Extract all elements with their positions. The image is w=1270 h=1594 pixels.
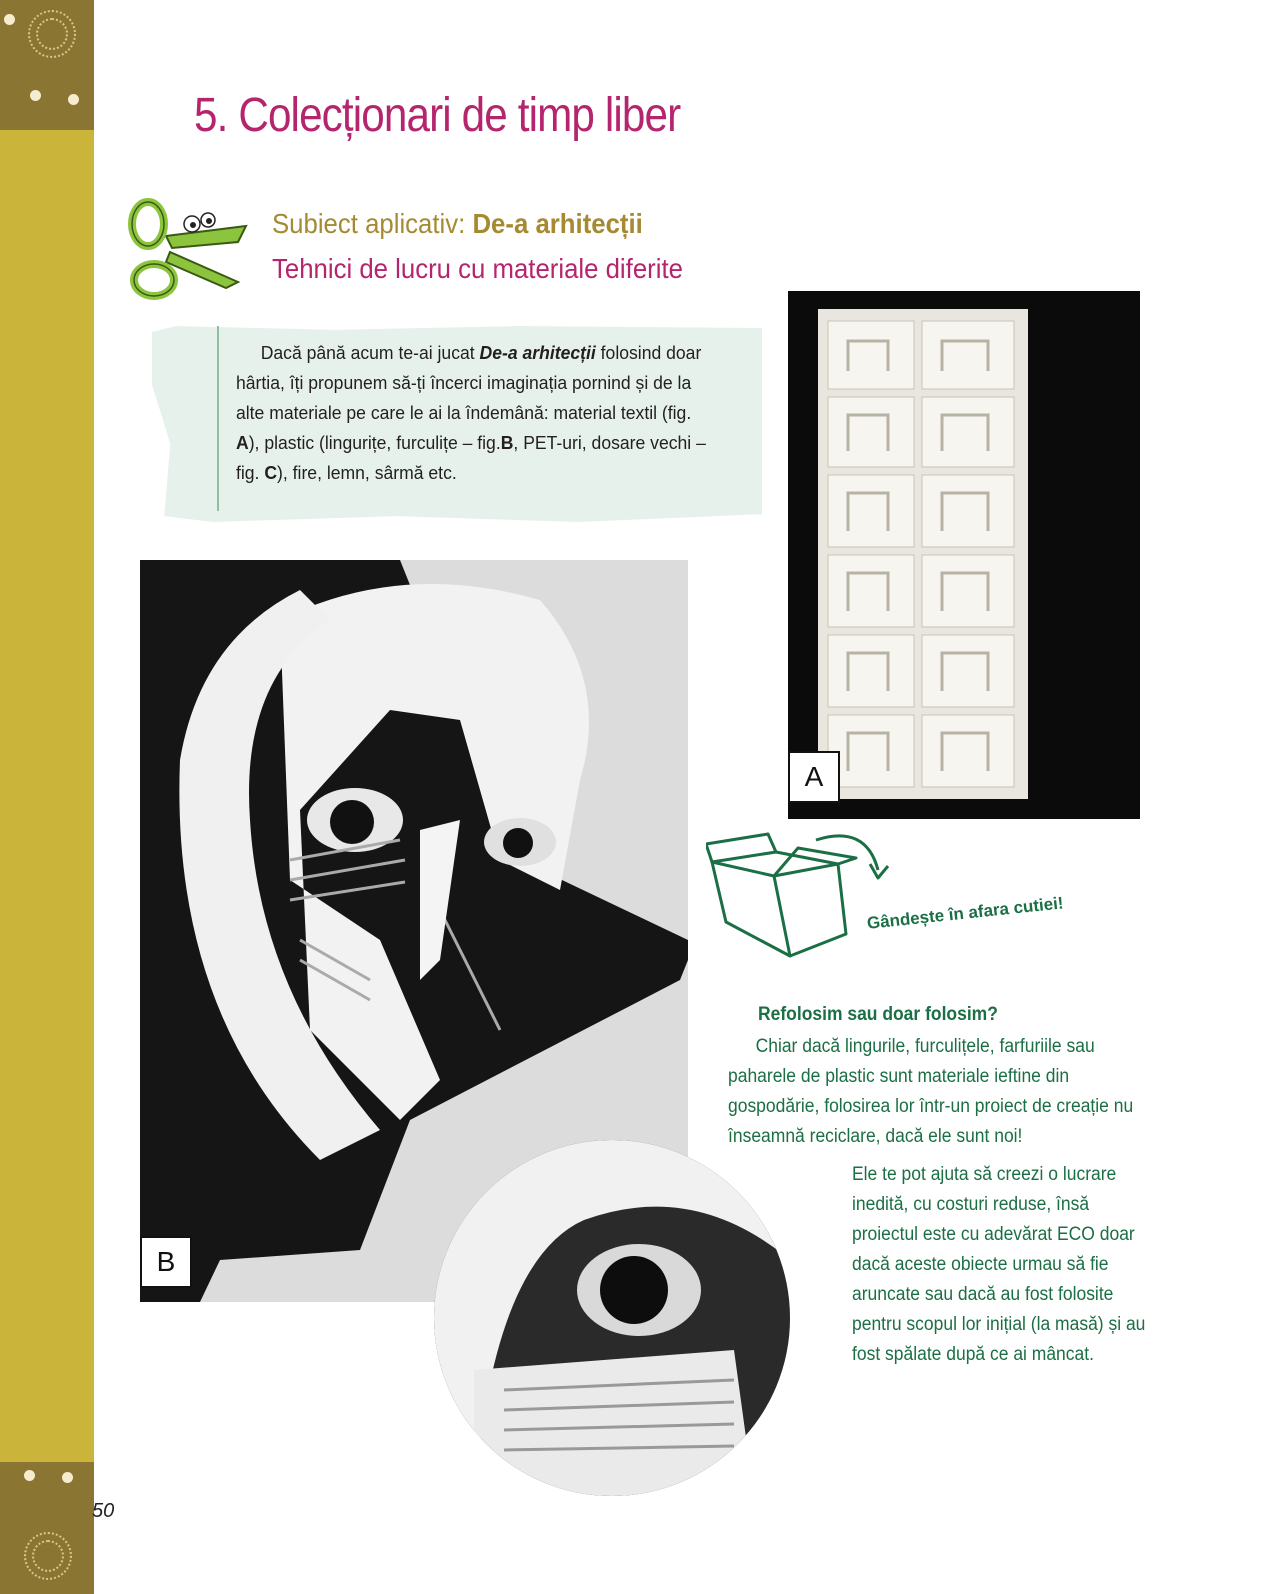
dot-decoration bbox=[30, 90, 41, 101]
subject-heading bbox=[272, 208, 643, 240]
textile-relief-image bbox=[788, 291, 1140, 819]
intro-fig-ref: C bbox=[264, 462, 278, 483]
intro-fig-ref: B bbox=[500, 432, 514, 453]
techniques-heading: Tehnici de lucru cu materiale diferite bbox=[272, 253, 683, 284]
dot-decoration bbox=[68, 94, 79, 105]
reuse-heading: Refolosim sau doar folosim? bbox=[758, 1004, 998, 1025]
dotted-ring-decoration bbox=[32, 1540, 64, 1572]
think-outside-caption: Gândește în afara cutiei! bbox=[866, 893, 1065, 933]
intro-fig-ref: A bbox=[236, 432, 249, 453]
figure-a-photo bbox=[788, 291, 1140, 819]
spoon-eye-closeup bbox=[434, 1140, 790, 1496]
intro-text: ), fire, lemn, sârmă etc. bbox=[277, 462, 457, 483]
figure-b-zoom-detail bbox=[434, 1140, 790, 1496]
dot-decoration bbox=[4, 14, 15, 25]
intro-text: Dacă până acum te-ai jucat bbox=[260, 342, 480, 363]
sidebar-top-pattern bbox=[0, 0, 94, 130]
sidebar-bottom-pattern bbox=[0, 1462, 94, 1594]
page-title: 5. Colecționari de timp liber bbox=[194, 89, 681, 142]
intro-text: ), plastic (lingurițe, furculițe – fig. bbox=[248, 432, 501, 453]
intro-text: folosind doar hârtia, îți propunem să-ți încerci imaginația pornind și de la alte materiale pe care le ai la îndemână: material textil (fig. bbox=[236, 342, 702, 423]
reuse-paragraph-2: Ele te pot ajuta să creezi o lucrare inedită, cu costuri reduse, însă proiectul este cu adevărat ECO doar dacă aceste obiecte urmau să fie aruncate sau dacă au fost folosite pentru scopul lor inițial (la masă) și au fost spălate după ce ai mâncat. bbox=[852, 1164, 1146, 1365]
dot-decoration bbox=[62, 1472, 73, 1483]
scissors-icon bbox=[126, 196, 256, 306]
reuse-paragraph-1 bbox=[728, 1032, 1142, 1152]
intro-emphasis: De-a arhitecții bbox=[479, 342, 596, 363]
intro-paragraph bbox=[236, 338, 711, 488]
subject-name: De-a arhitecții bbox=[472, 208, 643, 239]
intro-rule bbox=[217, 326, 219, 511]
sidebar-stripe bbox=[0, 0, 94, 1594]
page-number: 50 bbox=[92, 1500, 115, 1522]
intro-text: , PET-uri, dosare vechi – fig. bbox=[236, 432, 706, 483]
subject-prefix: Subiect aplicativ: bbox=[272, 208, 473, 239]
figure-a-label: A bbox=[788, 751, 840, 803]
figure-b-label: B bbox=[140, 1236, 192, 1288]
open-box-icon bbox=[706, 830, 896, 965]
dotted-ring-decoration bbox=[36, 18, 68, 50]
reuse-text: Chiar dacă lingurile, furculițele, farfuriile sau paharele de plastic sunt materiale ieftine din gospodărie, folosirea lor într-un proiect de creație nu înseamnă reciclare, dacă ele sunt noi! bbox=[728, 1036, 1134, 1147]
dot-decoration bbox=[24, 1470, 35, 1481]
